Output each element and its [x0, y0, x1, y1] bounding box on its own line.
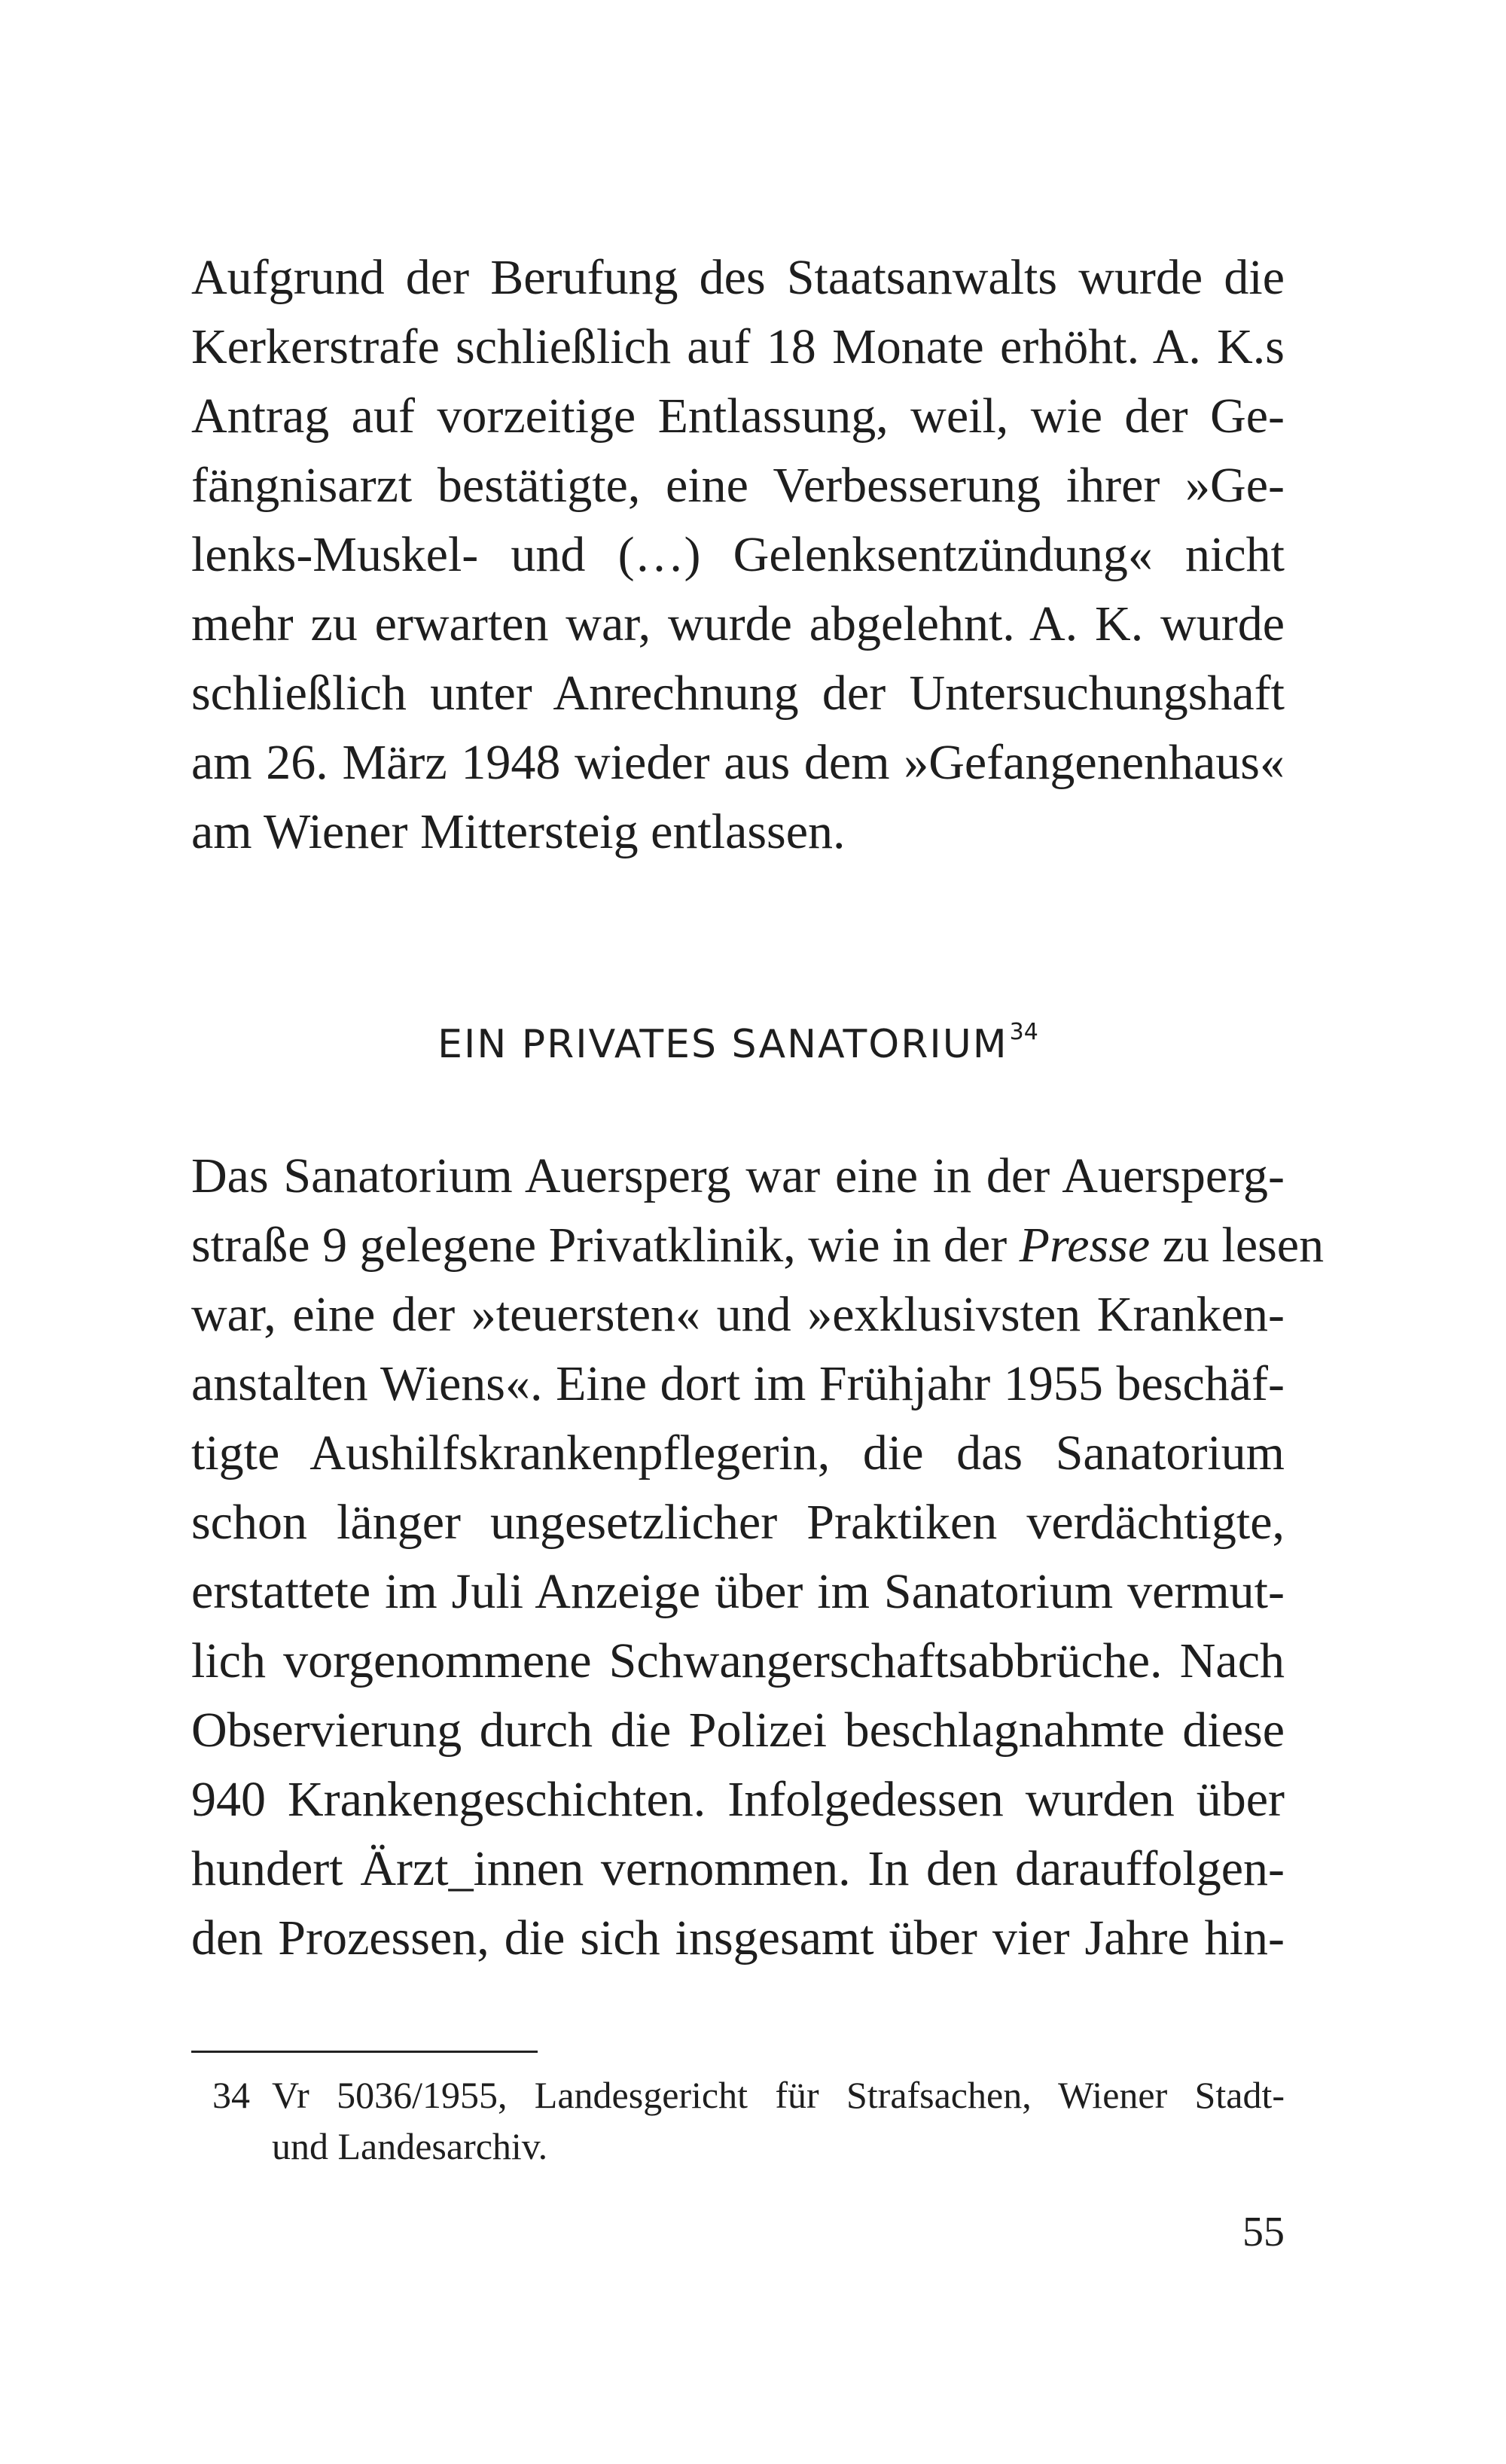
- text-line: 940 Krankengeschichten. Infolgedessen wurden über: [191, 1772, 1285, 1827]
- text-line: schon länger ungesetzlicher Praktiken verdächtigte,: [191, 1495, 1285, 1550]
- text-line: fängnisarzt bestätigte, eine Verbesserung ihrer »Ge-: [191, 458, 1285, 513]
- text-line: am 26. März 1948 wieder aus dem »Gefangenenhaus«: [191, 735, 1285, 790]
- footnote-number: 34: [212, 2074, 250, 2116]
- text-line: Aufgrund der Berufung des Staatsanwalts wurde die: [191, 250, 1285, 305]
- footnote-text: Vr 5036/1955, Landesgericht für Strafsachen, Wiener Stadt-: [272, 2074, 1285, 2116]
- text-line: schließlich unter Anrechnung der Untersuchungshaft: [191, 666, 1285, 721]
- text-line: lenks-Muskel- und (…) Gelenksentzündung« nicht: [191, 527, 1285, 582]
- section-heading: [191, 1002, 1285, 1075]
- section-heading-text: EIN PRIVATES SANATORIUM: [437, 1022, 1008, 1067]
- text-segment: straße 9 gelegene Privatklinik, wie in der: [191, 1218, 1008, 1273]
- text-line: Kerkerstrafe schließlich auf 18 Monate erhöht. A. K.s: [191, 319, 1285, 374]
- text-line: [191, 1211, 1325, 1280]
- text-segment: zu lesen: [1162, 1218, 1325, 1273]
- page-number: 55: [1242, 2209, 1285, 2255]
- text-line: am Wiener Mittersteig entlassen.: [191, 804, 846, 859]
- footnote-text: und Landesarchiv.: [272, 2125, 548, 2167]
- text-line: den Prozessen, die sich insgesamt über vier Jahre hin-: [191, 1911, 1285, 1965]
- text-line: Observierung durch die Polizei beschlagnahmte diese: [191, 1703, 1285, 1758]
- text-line: Antrag auf vorzeitige Entlassung, weil, wie der Ge-: [191, 389, 1285, 444]
- text-line: lich vorgenommene Schwangerschaftsabbrüche. Nach: [191, 1633, 1285, 1688]
- text-line: tigte Aushilfskrankenpflegerin, die das Sanatorium: [191, 1426, 1285, 1481]
- text-line: erstattete im Juli Anzeige über im Sanatorium vermut-: [191, 1564, 1285, 1619]
- text-line: Das Sanatorium Auersperg war eine in der Auersperg-: [191, 1148, 1285, 1203]
- text-line: mehr zu erwarten war, wurde abgelehnt. A. K. wurde: [191, 596, 1285, 651]
- text-line: anstalten Wiens«. Eine dort im Frühjahr 1955 beschäf-: [191, 1356, 1285, 1411]
- text-line: war, eine der »teuersten« und »exklusivsten Kranken-: [191, 1287, 1285, 1342]
- text-line: hundert Ärzt_innen vernommen. In den darauffolgen-: [191, 1841, 1285, 1896]
- publication-title: Presse: [1019, 1218, 1151, 1273]
- footnote-divider: [191, 2051, 538, 2053]
- footnote-reference[interactable]: 34: [1009, 1019, 1038, 1045]
